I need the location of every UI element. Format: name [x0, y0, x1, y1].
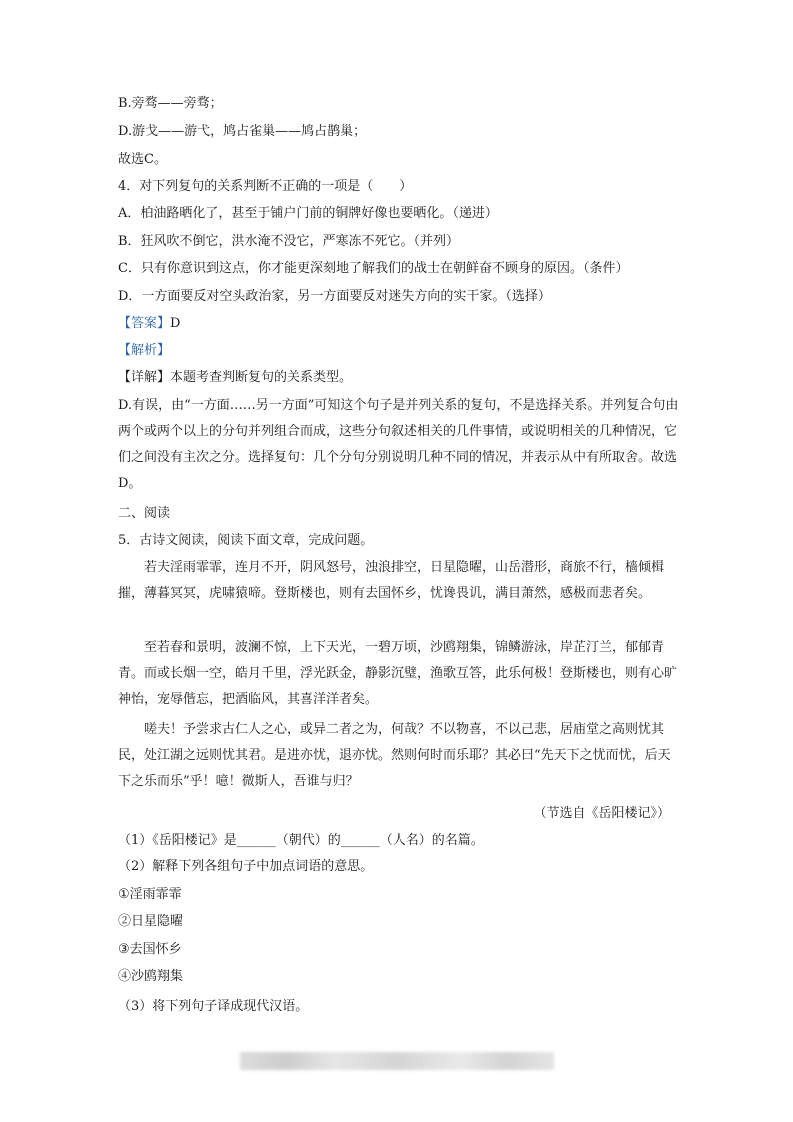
item-number: ②: [118, 914, 132, 929]
item-1: [118, 886, 678, 904]
passage-source: （节选自《岳阳楼记》）: [533, 806, 670, 821]
detail-text: 本题考查判断复句的关系类型。: [170, 370, 353, 385]
answer-value: D: [170, 316, 181, 331]
item-text: 沙鸥翔: [131, 969, 171, 984]
sub-question-3: （3）将下列句子译成现代汉语。: [118, 999, 309, 1014]
item-text: 国怀乡: [142, 942, 182, 957]
text-line: 故选C。: [118, 152, 167, 167]
option-b: B．狂风吹不倒它，洪水淹不没它，严寒冻不死它。（并列）: [118, 234, 460, 249]
answer-line: [118, 315, 678, 333]
item-number: ③: [118, 942, 130, 957]
question-5-stem: 5．古诗文阅读，阅读下面文章，完成问题。: [118, 533, 374, 548]
blurred-footer-watermark: [240, 1052, 554, 1070]
analysis-tag: 【解析】: [118, 343, 171, 358]
dotted-char: 去: [129, 942, 143, 957]
detail-line: [118, 369, 678, 387]
sub-question-2: （2）解释下列各组句子中加点词语的意思。: [118, 859, 374, 874]
text-line: D.游戈——游弋，鸠占雀巢——鸠占鹊巢；: [118, 124, 367, 139]
dotted-char: 淫: [129, 887, 143, 902]
detail-tag: 【详解】: [118, 370, 171, 385]
option-d: D．一方面要反对空头政治家，另一方面要反对迷失方向的实干家。（选择）: [118, 289, 551, 304]
item-4: [118, 968, 678, 986]
item-text: 日星隐: [131, 914, 171, 929]
dotted-char: 集: [170, 969, 184, 984]
option-c: C．只有你意识到这点，你才能更深刻地了解我们的战士在朝鲜奋不顾身的原因。（条件）: [118, 261, 629, 276]
item-3: [118, 941, 678, 959]
analysis-line: [118, 342, 678, 360]
dotted-char: 曜: [170, 914, 184, 929]
passage-paragraph-2: 至若春和景明，波澜不惊，上下天光，一碧万顷，沙鸥翔集，锦鳞游泳，岸芷汀兰，郁郁青青。而或长烟一空，皓月千里，浮光跃金，静影沉璧，渔歌互答，此乐何极！登斯楼也，则有心旷神怡，宠辱偕忘，把酒临风，其喜洋洋者矣。: [118, 640, 678, 707]
explanation-paragraph: D.有误，由“一方面……另一方面”可知这个句子是并列关系的复句，不是选择关系。并列复合句由两个或两个以上的分句并列组合而成，这些分句叙述相关的几件事情，或说明相关的几种情况，它们之间没有主次之分。选择复句：几个分句分别说明几种不同的情况，并表示从中有所取舍。故选D。: [118, 398, 679, 491]
passage-paragraph-1: 若夫淫雨霏霏，连月不开，阴风怒号，浊浪排空，日星隐曜，山岳潜形，商旅不行，樯倾楫摧，薄暮冥冥，虎啸猿啼。登斯楼也，则有去国怀乡，忧谗畏讥，满目萧然，感极而悲者矣。: [118, 560, 665, 601]
item-number: ①: [118, 887, 130, 902]
option-a: A．柏油路晒化了，甚至于铺户门前的铜牌好像也要晒化。（递进）: [118, 206, 498, 221]
item-number: ④: [118, 969, 132, 984]
sub-question-1: （1）《岳阳楼记》是______（朝代）的______（人名）的名篇。: [118, 833, 484, 848]
answer-tag: 【答案】: [118, 316, 171, 331]
passage-paragraph-3: 嗟夫！予尝求古仁人之心，或异二者之为，何哉？不以物喜，不以己悲，居庙堂之高则忧其民，处江湖之远则忧其君。是进亦忧，退亦忧。然则何时而乐耶？其必曰“先天下之忧而忧，后天下之乐而乐”乎！噫！微斯人，吾谁与归？: [118, 722, 671, 789]
text-line: B.旁骛——旁骛；: [118, 96, 223, 111]
section-heading: 二、阅读: [118, 506, 171, 521]
item-text: 雨霏霏: [142, 887, 182, 902]
item-2: [118, 913, 678, 931]
question-4-stem: 4．对下列复句的关系判断不正确的一项是（ ）: [118, 179, 413, 194]
